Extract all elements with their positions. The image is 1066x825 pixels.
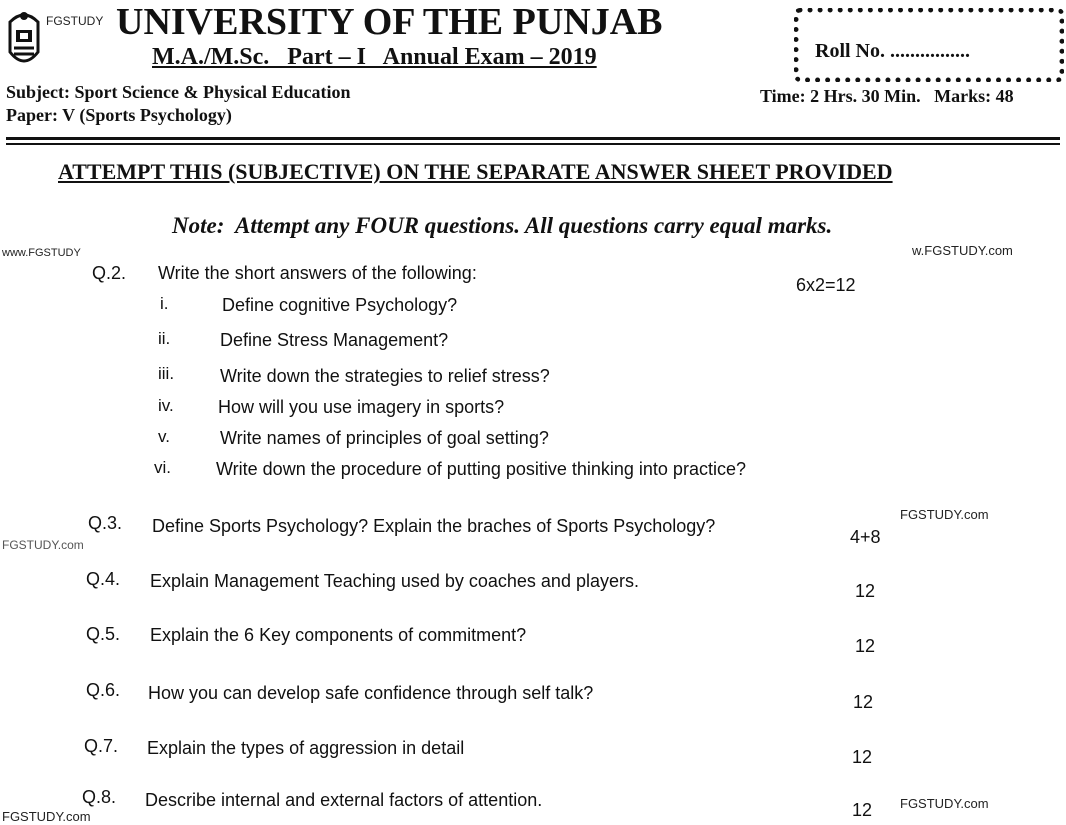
item-text: Write down the strategies to relief stress? bbox=[220, 366, 550, 386]
question-number: Q.6. bbox=[86, 680, 121, 700]
question-marks: 12 bbox=[855, 581, 876, 601]
university-crest-logo bbox=[6, 8, 42, 70]
item-number: iv. bbox=[158, 396, 174, 415]
university-title: UNIVERSITY OF THE PUNJAB bbox=[116, 1, 663, 43]
instruction: ATTEMPT THIS (SUBJECTIVE) ON THE SEPARATE ANSWER SHEET PROVIDED bbox=[58, 159, 893, 184]
watermark: FGSTUDY bbox=[46, 14, 104, 28]
item-number: i. bbox=[160, 294, 169, 313]
question-text: Define Sports Psychology? Explain the braches of Sports Psychology? bbox=[152, 516, 716, 536]
question-number: Q.3. bbox=[88, 513, 123, 533]
watermark: FGSTUDY.com bbox=[2, 538, 84, 552]
time-marks: Time: 2 Hrs. 30 Min. Marks: 48 bbox=[760, 86, 1014, 106]
question-number: Q.5. bbox=[86, 624, 121, 644]
question-marks: 12 bbox=[853, 692, 874, 712]
question-text: Describe internal and external factors of attention. bbox=[145, 790, 543, 810]
item-number: ii. bbox=[158, 329, 171, 348]
question-text: Explain the types of aggression in detail bbox=[147, 738, 465, 758]
question-text: Explain the 6 Key components of commitment? bbox=[150, 625, 527, 645]
watermark: FGSTUDY.com bbox=[900, 796, 989, 811]
question-number: Q.7. bbox=[84, 736, 119, 756]
question-text: How you can develop safe confidence through self talk? bbox=[148, 683, 594, 703]
question-number: Q.2. bbox=[92, 263, 127, 283]
item-number: iii. bbox=[158, 364, 175, 383]
divider bbox=[6, 143, 1060, 145]
question-marks: 12 bbox=[852, 800, 873, 820]
paper-label: Paper: V (Sports Psychology) bbox=[6, 105, 232, 125]
watermark: www.FGSTUDY bbox=[2, 247, 81, 259]
item-text: Write down the procedure of putting positive thinking into practice? bbox=[216, 459, 746, 479]
watermark: w.FGSTUDY.com bbox=[912, 243, 1013, 258]
item-text: How will you use imagery in sports? bbox=[218, 397, 505, 417]
question-number: Q.8. bbox=[82, 787, 117, 807]
question-text: Explain Management Teaching used by coaches and players. bbox=[150, 571, 639, 591]
roll-number-field: Roll No. ................ bbox=[815, 40, 970, 62]
question-text: Write the short answers of the following: bbox=[158, 263, 477, 283]
item-text: Define Stress Management? bbox=[220, 330, 449, 350]
question-marks: 12 bbox=[852, 747, 873, 767]
subject-label: Subject: Sport Science & Physical Education bbox=[6, 82, 351, 102]
question-marks: 12 bbox=[855, 636, 876, 656]
exam-title: M.A./M.Sc. Part – I Annual Exam – 2019 bbox=[152, 44, 597, 70]
item-text: Write names of principles of goal setting? bbox=[220, 428, 549, 448]
item-number: vi. bbox=[154, 458, 171, 477]
watermark: FGSTUDY.com bbox=[2, 809, 91, 824]
note: Note: Attempt any FOUR questions. All questions carry equal marks. bbox=[172, 213, 833, 238]
divider bbox=[6, 137, 1060, 140]
item-number: v. bbox=[158, 427, 170, 446]
question-marks: 6x2=12 bbox=[796, 275, 856, 295]
question-marks: 4+8 bbox=[850, 527, 881, 547]
question-number: Q.4. bbox=[86, 569, 121, 589]
item-text: Define cognitive Psychology? bbox=[222, 295, 458, 315]
watermark: FGSTUDY.com bbox=[900, 507, 989, 522]
